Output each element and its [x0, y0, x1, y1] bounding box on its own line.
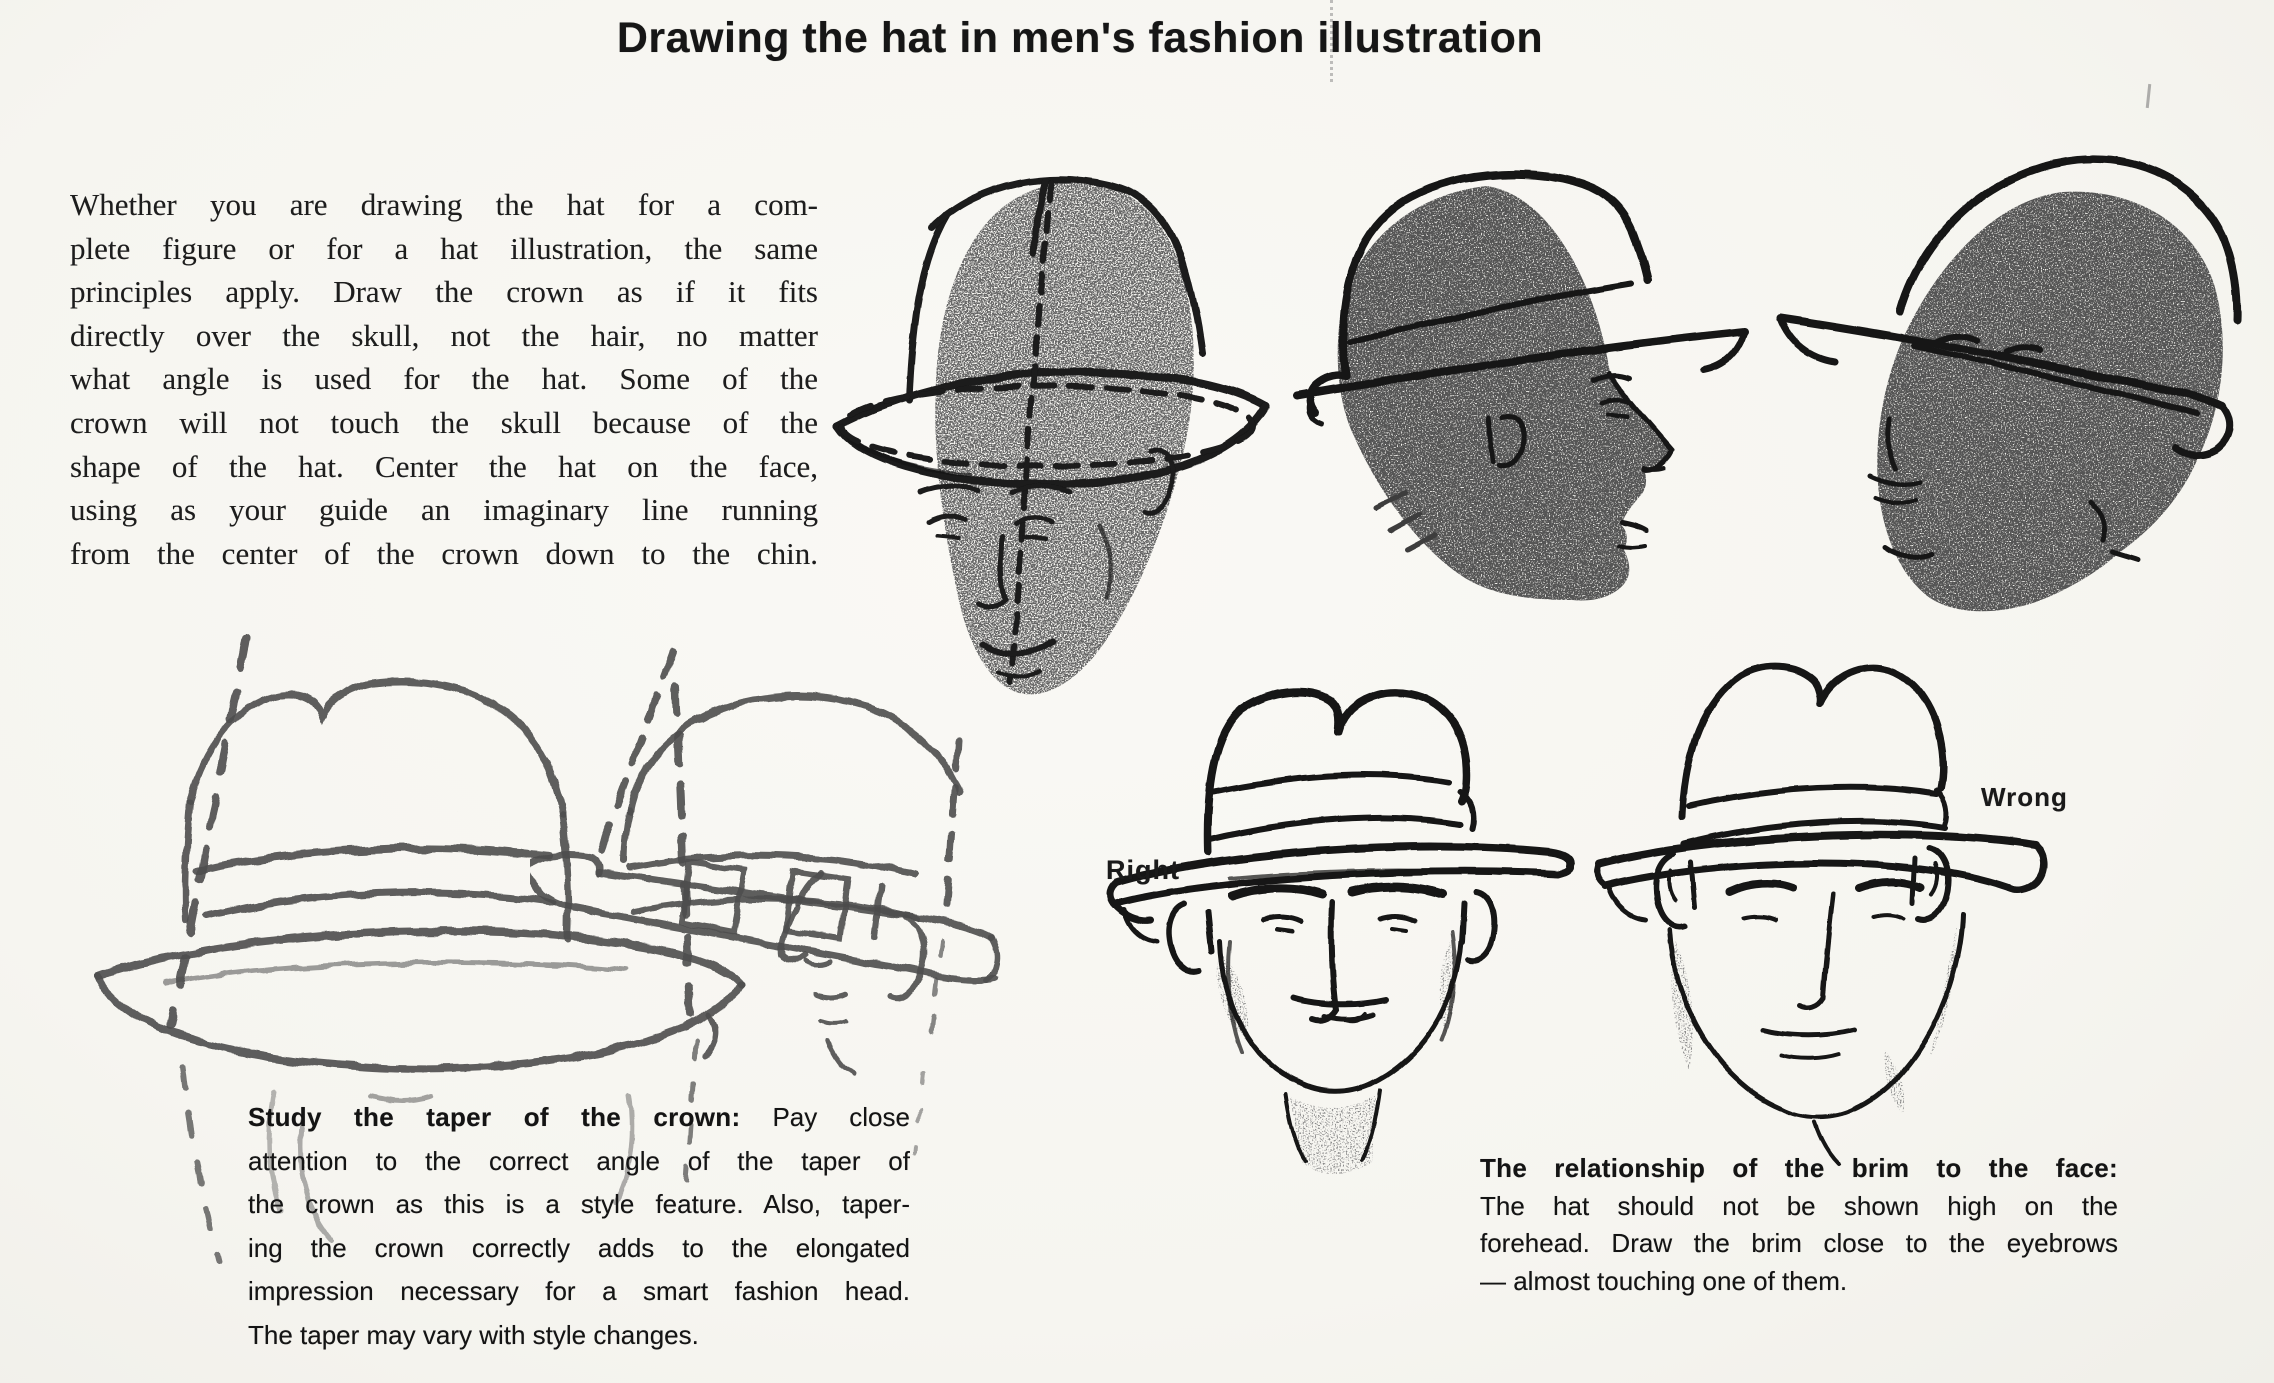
figure-head-tilted — [1768, 100, 2274, 640]
caption-taper-rest: Pay close — [772, 1102, 910, 1132]
intro-paragraph — [70, 183, 818, 575]
caption-taper-line — [248, 1096, 910, 1140]
caption-taper — [248, 1096, 910, 1357]
page-title: Drawing the hat in men's fashion illustration — [616, 14, 1544, 62]
intro-line: from the center of the crown down to the chin. — [70, 535, 818, 571]
caption-taper-line: ing the crown correctly adds to the elongated — [248, 1232, 910, 1263]
figure-head-hat-right — [1080, 642, 1650, 1202]
intro-line: crown will not touch the skull because of the — [70, 404, 818, 440]
caption-brim — [1480, 1150, 2118, 1300]
caption-taper-line: attention to the correct angle of the taper of — [248, 1145, 910, 1176]
caption-taper-lead: Study the taper of the crown: — [248, 1102, 741, 1132]
intro-line: what angle is used for the hat. Some of the — [70, 361, 818, 397]
caption-brim-lead: The relationship of the brim to the face: — [1480, 1153, 2118, 1183]
caption-brim-line: forehead. Draw the brim close to the eyebrows — [1480, 1228, 2118, 1259]
label-wrong: Wrong — [1981, 782, 2068, 812]
figure-head-profile — [1292, 118, 1792, 628]
caption-brim-line: — almost touching one of them. — [1480, 1265, 1848, 1296]
intro-line: plete figure or for a hat illustration, the same — [70, 230, 818, 266]
intro-line: using as your guide an imaginary line running — [70, 492, 818, 528]
label-right: Right — [1106, 855, 1180, 885]
intro-line: directly over the skull, not the hair, no matter — [70, 317, 818, 353]
caption-brim-line: The hat should not be shown high on the — [1480, 1190, 2118, 1221]
intro-line: Whether you are drawing the hat for a com- — [70, 187, 818, 222]
figure-head-hat-wrong — [1585, 630, 2210, 1175]
intro-line: principles apply. Draw the crown as if it fits — [70, 274, 818, 310]
caption-taper-line: impression necessary for a smart fashion head. — [248, 1276, 910, 1306]
intro-line: shape of the hat. Center the hat on the face, — [70, 448, 818, 484]
caption-taper-line: The taper may vary with style changes. — [248, 1319, 699, 1350]
caption-taper-line: the crown as this is a style feature. Also, taper- — [248, 1189, 910, 1219]
